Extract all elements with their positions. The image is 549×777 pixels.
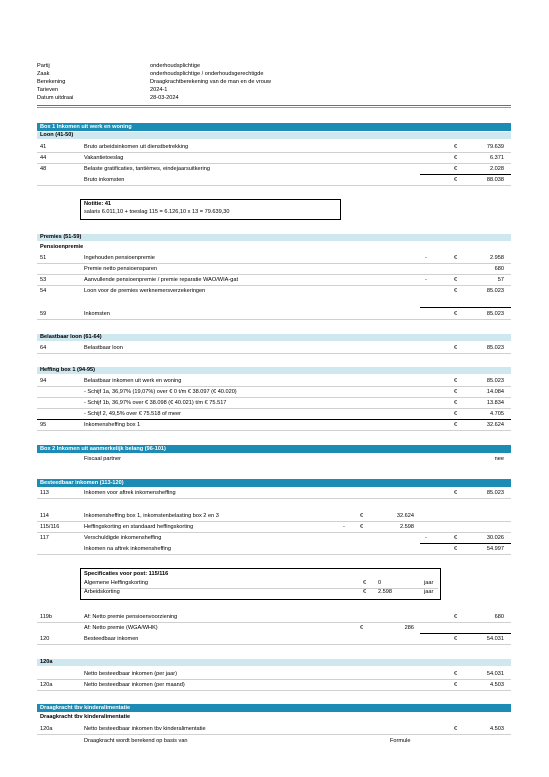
row-label: Verschuldigde inkomensheffing: [84, 535, 162, 541]
row-divider: [37, 386, 511, 387]
spec-amount: 0: [378, 580, 382, 586]
currency-symbol: €: [454, 155, 458, 161]
row-amount: 54.031: [486, 636, 504, 642]
currency-symbol: €: [360, 524, 364, 530]
row-label: Heffingskorting en standaard heffingskorting: [84, 524, 194, 530]
spec-title: Specificaties voor post: 115/116: [84, 571, 169, 577]
meta-label: Datum uitdraai: [37, 95, 74, 101]
section-header-heffing: Heffing box 1 (94-95): [37, 367, 511, 374]
section-header-loon: Loon (41-50): [37, 132, 511, 139]
row-divider: [37, 679, 511, 680]
row-code: 114: [40, 513, 49, 519]
row-divider: [37, 274, 511, 275]
row-code: 94: [40, 378, 47, 384]
row-amount: 4.503: [490, 726, 504, 732]
row-amount: 85.023: [486, 490, 504, 496]
row-amount: 6.371: [490, 155, 504, 161]
row-label: Af: Netto premie (WGA/WHK): [84, 625, 158, 631]
row-divider: [37, 644, 511, 645]
row-amount: 30.026: [486, 535, 504, 541]
row-label: Besteedbaar inkomen: [84, 636, 139, 642]
row-amount: 85.023: [486, 311, 504, 317]
meta-value: onderhoudsplichtige / onderhoudsgerechtigde: [150, 71, 264, 77]
row-divider: [37, 554, 511, 555]
subtotal-line: [420, 633, 511, 634]
section-header-box2: Box 2 Inkomen uit aanmerkelijk belang (96-101): [37, 445, 511, 453]
currency-symbol: €: [454, 535, 458, 541]
row-label: Netto besteedbaar inkomen (per jaar): [84, 671, 177, 677]
spec-amount: 2.598: [378, 589, 392, 595]
meta-divider: [37, 107, 511, 108]
currency-symbol: €: [454, 411, 458, 417]
currency-symbol: €: [454, 546, 458, 552]
currency-symbol: €: [454, 166, 458, 172]
row-label: Af: Netto premie pensioenvoorziening: [84, 614, 178, 620]
row-code: 41: [40, 144, 47, 150]
row-label: Loon voor de premies werknemersverzekeringen: [84, 288, 206, 294]
currency-symbol: €: [454, 726, 458, 732]
row-value: nee: [494, 456, 504, 462]
row-label: - Schijf 1a, 36,97% (19,07%) over € 0 t/m € 38.097 (€ 40.020): [84, 389, 237, 395]
row-amount: 14.084: [486, 389, 504, 395]
row-amount: 57: [497, 277, 504, 283]
row-divider: [37, 430, 511, 431]
currency-symbol: €: [454, 422, 458, 428]
row-divider: [37, 285, 511, 286]
currency-symbol: €: [454, 490, 458, 496]
row-label: Belastbaar loon: [84, 345, 123, 351]
row-code: 53: [40, 277, 47, 283]
section-header-kinder: Draagkracht tbv kinderalimentatie: [37, 704, 511, 712]
section-header-box1: Box 1 Inkomen uit werk en woning: [37, 123, 511, 131]
currency-symbol: €: [454, 144, 458, 150]
row-divider: [37, 521, 511, 522]
meta-label: Partij: [37, 63, 50, 69]
row-divider: [37, 498, 511, 499]
spec-label: Arbeidskorting: [84, 589, 120, 595]
row-divider: [37, 622, 511, 623]
spec-unit: jaar: [424, 589, 434, 595]
row-code: 119b: [40, 614, 53, 620]
meta-label: Berekening: [37, 79, 66, 85]
row-divider: [37, 319, 511, 320]
meta-value: 28-03-2024: [150, 95, 179, 101]
row-label: Inkomensheffing box 1: [84, 422, 141, 428]
row-amount: 286: [404, 625, 414, 631]
row-amount: 2.028: [490, 166, 504, 172]
section-header-belastbaar: Belastbaar loon (61-64): [37, 334, 511, 341]
row-label: Bruto arbeidsinkomen uit dienstbetrekking: [84, 144, 189, 150]
row-code: 64: [40, 345, 47, 351]
row-divider: [37, 397, 511, 398]
currency-symbol: €: [454, 671, 458, 677]
currency-symbol: €: [454, 277, 458, 283]
row-label: Inkomen na aftrek inkomensheffing: [84, 546, 171, 552]
currency-symbol: €: [454, 389, 458, 395]
row-label: - Schijf 1b, 36,97% over € 38.098 (€ 40.021) t/m € 75.517: [84, 400, 227, 406]
meta-label: Tarieven: [37, 87, 59, 93]
row-amount: 32.624: [486, 422, 504, 428]
currency-symbol: €: [454, 682, 458, 688]
row-amount: 2.598: [400, 524, 414, 530]
row-code: 59: [40, 311, 47, 317]
row-amount: 79.639: [486, 144, 504, 150]
row-divider: [37, 152, 511, 153]
note-text: salaris 6.011,10 + toeslag 115 = 6.126,10 x 13 = 79.639,30: [84, 209, 230, 215]
meta-label: Zaak: [37, 71, 50, 77]
meta-value: Draagkrachtberekening van de man en de vrouw: [150, 79, 271, 85]
subsection-title: Draagkracht tbv kinderalimentatie: [40, 714, 131, 720]
row-amount: 85.023: [486, 378, 504, 384]
row-sign: -: [343, 524, 345, 530]
row-label: Inkomen voor aftrek inkomensheffing: [84, 490, 176, 496]
row-label: Bruto inkomsten: [84, 177, 125, 183]
row-code: 44: [40, 155, 47, 161]
meta-value: onderhoudsplichtige: [150, 63, 201, 69]
row-divider: [37, 690, 511, 691]
row-divider: [37, 408, 511, 409]
row-code: 120a: [40, 682, 53, 688]
row-code: 120a: [40, 726, 53, 732]
currency-symbol: €: [454, 636, 458, 642]
row-amount: 680: [494, 266, 504, 272]
currency-symbol: €: [454, 614, 458, 620]
row-label: Inkomensheffing box 1, inkomstenbelasting box 2 en 3: [84, 513, 219, 519]
currency-symbol: €: [454, 288, 458, 294]
row-code: 95: [40, 422, 47, 428]
row-divider: [37, 734, 511, 735]
currency-symbol: €: [454, 311, 458, 317]
row-amount: 54.031: [486, 671, 504, 677]
note-title: Notitie: 41: [84, 201, 112, 207]
section-header-premies: Premies (51-59): [37, 234, 511, 241]
row-label: Draagkracht wordt berekend op basis van: [84, 738, 188, 744]
currency-symbol: €: [454, 400, 458, 406]
row-label: Premie netto pensioensparen: [84, 266, 158, 272]
row-label: Aanvullende pensioenpremie / premie reparatie WAO/WIA-gat: [84, 277, 239, 283]
row-label: Inkomsten: [84, 311, 110, 317]
currency-symbol: €: [363, 589, 367, 595]
section-header-besteedbaar: Besteedbaar inkomen (113-120): [37, 479, 511, 487]
row-value: Formule: [390, 738, 411, 744]
row-amount: 85.023: [486, 345, 504, 351]
row-code: 48: [40, 166, 47, 172]
currency-symbol: €: [360, 513, 364, 519]
row-code: 54: [40, 288, 47, 294]
subtotal-line: [420, 307, 511, 308]
row-divider: [37, 353, 511, 354]
row-divider: [37, 532, 511, 533]
section-header-120a: 120a: [37, 659, 511, 666]
row-code: 120: [40, 636, 50, 642]
row-divider: [37, 163, 511, 164]
row-amount: 4.705: [490, 411, 504, 417]
currency-symbol: €: [454, 378, 458, 384]
row-label: Ingehouden pensioenpremie: [84, 255, 155, 261]
meta-value: 2024-1: [150, 87, 168, 93]
total-line: [37, 419, 511, 420]
currency-symbol: €: [454, 177, 458, 183]
currency-symbol: €: [360, 625, 364, 631]
subsection-title: Pensioenpremie: [40, 244, 84, 250]
currency-symbol: €: [363, 580, 367, 586]
row-code: 115/116: [40, 524, 60, 530]
meta-divider: [37, 105, 511, 106]
currency-symbol: €: [454, 255, 458, 261]
row-label: Netto besteedbaar inkomen (per maand): [84, 682, 185, 688]
row-amount: 2.958: [490, 255, 504, 261]
row-amount: 680: [494, 614, 504, 620]
row-sign: -: [425, 535, 427, 541]
row-divider: [37, 185, 511, 186]
row-sign: -: [425, 255, 427, 261]
subtotal-line: [420, 174, 511, 175]
row-label: Fiscaal partner: [84, 456, 121, 462]
row-code: 117: [40, 535, 49, 541]
row-code: 51: [40, 255, 47, 261]
subtotal-line: [420, 543, 511, 544]
row-code: 113: [40, 490, 49, 496]
row-sign: -: [425, 277, 427, 283]
spec-unit: jaar: [424, 580, 434, 586]
row-label: Belaste gratificaties, tantièmes, eindejaarsuitkering: [84, 166, 210, 172]
currency-symbol: €: [454, 345, 458, 351]
row-amount: 88.038: [486, 177, 504, 183]
row-amount: 13.834: [486, 400, 504, 406]
row-amount: 32.624: [396, 513, 414, 519]
row-label: - Schijf 2, 49,5% over € 75.518 of meer: [84, 411, 182, 417]
row-divider: [37, 263, 511, 264]
spec-label: Algemene Heffingskorting: [84, 580, 148, 586]
row-label: Vakantietoeslag: [84, 155, 124, 161]
row-label: Netto besteedbaar inkomen tbv kinderalimentatie: [84, 726, 206, 732]
row-amount: 4.503: [490, 682, 504, 688]
row-amount: 54.997: [486, 546, 504, 552]
row-label: Belastbaar inkomen uit werk en woning: [84, 378, 182, 384]
row-amount: 85.023: [486, 288, 504, 294]
